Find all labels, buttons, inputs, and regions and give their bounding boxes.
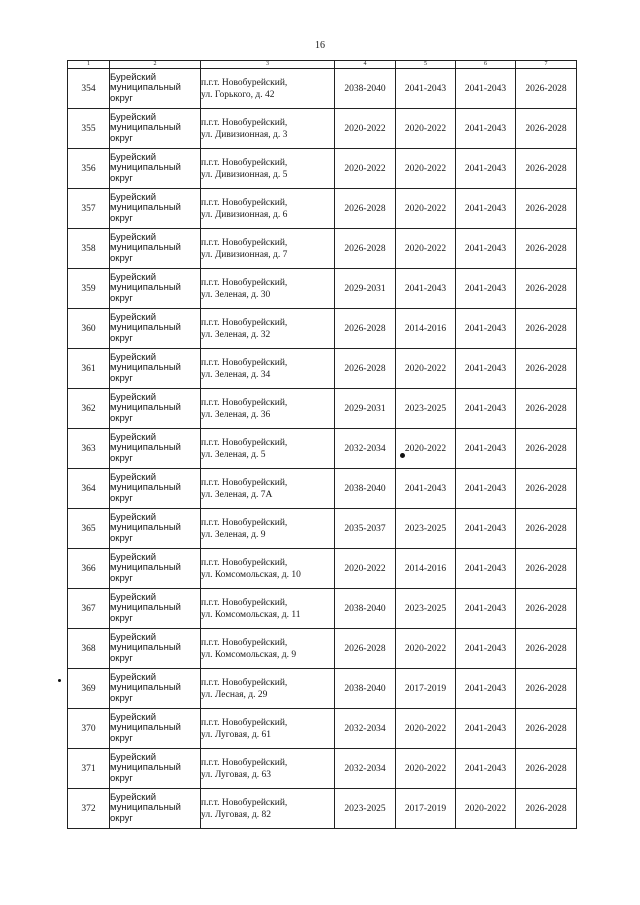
address-cell xyxy=(201,69,335,109)
address-line: п.г.т. Новобурейский, xyxy=(201,637,288,648)
district-cell xyxy=(110,669,201,709)
row-number: 371 xyxy=(68,749,110,789)
column-header: 1 xyxy=(68,61,110,69)
period-col-6: 2041-2043 xyxy=(456,389,516,429)
period-col-6: 2041-2043 xyxy=(456,749,516,789)
district-cell xyxy=(110,589,201,629)
address-line: п.г.т. Новобурейский, xyxy=(201,717,288,728)
district-line: муниципальный xyxy=(110,282,181,294)
district-cell xyxy=(110,789,201,829)
row-number: 355 xyxy=(68,109,110,149)
address-line: ул. Зеленая, д. 32 xyxy=(201,329,271,340)
period-col-7: 2026-2028 xyxy=(516,709,577,749)
district-line: Бурейский xyxy=(110,751,157,763)
period-col-6: 2041-2043 xyxy=(456,229,516,269)
period-col-4: 2032-2034 xyxy=(335,749,396,789)
district-line: Бурейский xyxy=(110,391,157,403)
address-line: ул. Луговая, д. 63 xyxy=(201,769,271,780)
period-col-5: 2014-2016 xyxy=(396,309,456,349)
period-col-5: 2041-2043 xyxy=(396,69,456,109)
address-cell xyxy=(201,469,335,509)
address-line: ул. Дивизионная, д. 7 xyxy=(201,249,288,260)
period-col-7: 2026-2028 xyxy=(516,69,577,109)
address-line: п.г.т. Новобурейский, xyxy=(201,797,288,808)
table-body xyxy=(68,69,577,829)
address-line: ул. Зеленая, д. 5 xyxy=(201,449,266,460)
district-line: муниципальный xyxy=(110,242,181,254)
period-col-7: 2026-2028 xyxy=(516,269,577,309)
address-cell xyxy=(201,229,335,269)
address-cell xyxy=(201,349,335,389)
period-col-6: 2041-2043 xyxy=(456,349,516,389)
district-line: Бурейский xyxy=(110,431,157,443)
period-col-4: 2026-2028 xyxy=(335,189,396,229)
district-line: муниципальный xyxy=(110,162,181,174)
period-col-4: 2029-2031 xyxy=(335,269,396,309)
period-col-7: 2026-2028 xyxy=(516,629,577,669)
period-col-6: 2041-2043 xyxy=(456,589,516,629)
address-line: ул. Зеленая, д. 9 xyxy=(201,529,266,540)
address-cell xyxy=(201,509,335,549)
period-col-5: 2041-2043 xyxy=(396,269,456,309)
district-line: округ xyxy=(110,652,133,664)
address-line: ул. Луговая, д. 61 xyxy=(201,729,271,740)
district-line: округ xyxy=(110,412,133,424)
column-header: 6 xyxy=(456,61,516,69)
row-number: 367 xyxy=(68,589,110,629)
period-col-4: 2032-2034 xyxy=(335,709,396,749)
table-row xyxy=(68,589,577,629)
district-line: муниципальный xyxy=(110,522,181,534)
district-cell xyxy=(110,349,201,389)
address-line: п.г.т. Новобурейский, xyxy=(201,397,288,408)
period-col-5: 2020-2022 xyxy=(396,109,456,149)
period-col-7: 2026-2028 xyxy=(516,429,577,469)
period-col-5: 2020-2022 xyxy=(396,709,456,749)
column-header: 4 xyxy=(335,61,396,69)
period-col-6: 2041-2043 xyxy=(456,109,516,149)
address-cell xyxy=(201,389,335,429)
period-col-5: 2020-2022 xyxy=(396,629,456,669)
district-line: муниципальный xyxy=(110,202,181,214)
ink-dot-mark xyxy=(400,453,405,458)
period-col-7: 2026-2028 xyxy=(516,109,577,149)
row-number: 369 xyxy=(68,669,110,709)
district-cell xyxy=(110,629,201,669)
table-row xyxy=(68,509,577,549)
table-row xyxy=(68,429,577,469)
table-row xyxy=(68,749,577,789)
period-col-5: 2041-2043 xyxy=(396,469,456,509)
address-line: п.г.т. Новобурейский, xyxy=(201,117,288,128)
address-cell xyxy=(201,549,335,589)
period-col-7: 2026-2028 xyxy=(516,789,577,829)
table-row xyxy=(68,549,577,589)
period-col-6: 2041-2043 xyxy=(456,269,516,309)
district-line: Бурейский xyxy=(110,351,157,363)
row-number: 372 xyxy=(68,789,110,829)
district-cell xyxy=(110,509,201,549)
period-col-7: 2026-2028 xyxy=(516,749,577,789)
column-header: 7 xyxy=(516,61,577,69)
address-cell xyxy=(201,309,335,349)
period-col-7: 2026-2028 xyxy=(516,309,577,349)
address-line: п.г.т. Новобурейский, xyxy=(201,677,288,688)
period-col-5: 2020-2022 xyxy=(396,189,456,229)
table-row xyxy=(68,349,577,389)
address-cell xyxy=(201,629,335,669)
address-line: п.г.т. Новобурейский, xyxy=(201,77,288,88)
district-line: округ xyxy=(110,532,133,544)
address-cell xyxy=(201,149,335,189)
district-line: муниципальный xyxy=(110,122,181,134)
period-col-6: 2041-2043 xyxy=(456,69,516,109)
address-line: ул. Дивизионная, д. 6 xyxy=(201,209,288,220)
district-line: Бурейский xyxy=(110,191,157,203)
district-line: округ xyxy=(110,732,133,744)
period-col-5: 2023-2025 xyxy=(396,589,456,629)
period-col-6: 2041-2043 xyxy=(456,149,516,189)
housing-table xyxy=(67,60,577,829)
period-col-5: 2020-2022 xyxy=(396,349,456,389)
row-number: 370 xyxy=(68,709,110,749)
period-col-4: 2026-2028 xyxy=(335,229,396,269)
period-col-7: 2026-2028 xyxy=(516,149,577,189)
address-line: п.г.т. Новобурейский, xyxy=(201,597,288,608)
district-cell xyxy=(110,149,201,189)
period-col-5: 2020-2022 xyxy=(396,749,456,789)
row-number: 362 xyxy=(68,389,110,429)
district-line: округ xyxy=(110,492,133,504)
district-cell xyxy=(110,749,201,789)
district-line: Бурейский xyxy=(110,551,157,563)
period-col-4: 2020-2022 xyxy=(335,149,396,189)
column-header: 3 xyxy=(201,61,335,69)
period-col-6: 2041-2043 xyxy=(456,629,516,669)
period-col-7: 2026-2028 xyxy=(516,589,577,629)
period-col-4: 2029-2031 xyxy=(335,389,396,429)
period-col-6: 2041-2043 xyxy=(456,549,516,589)
period-col-4: 2026-2028 xyxy=(335,349,396,389)
row-number: 364 xyxy=(68,469,110,509)
row-number: 358 xyxy=(68,229,110,269)
district-line: округ xyxy=(110,252,133,264)
period-col-6: 2041-2043 xyxy=(456,189,516,229)
period-col-7: 2026-2028 xyxy=(516,549,577,589)
period-col-5: 2023-2025 xyxy=(396,389,456,429)
period-col-6: 2041-2043 xyxy=(456,509,516,549)
address-line: ул. Комсомольская, д. 9 xyxy=(201,649,297,660)
period-col-6: 2020-2022 xyxy=(456,789,516,829)
district-cell xyxy=(110,709,201,749)
address-line: ул. Горького, д. 42 xyxy=(201,89,275,100)
district-line: муниципальный xyxy=(110,802,181,814)
district-line: округ xyxy=(110,572,133,584)
address-line: ул. Луговая, д. 82 xyxy=(201,809,271,820)
district-line: муниципальный xyxy=(110,722,181,734)
district-line: округ xyxy=(110,332,133,344)
period-col-4: 2023-2025 xyxy=(335,789,396,829)
period-col-6: 2041-2043 xyxy=(456,309,516,349)
district-line: Бурейский xyxy=(110,151,157,163)
district-line: округ xyxy=(110,132,133,144)
table-row xyxy=(68,189,577,229)
row-number: 363 xyxy=(68,429,110,469)
period-col-5: 2017-2019 xyxy=(396,669,456,709)
table-row xyxy=(68,269,577,309)
district-line: Бурейский xyxy=(110,471,157,483)
district-line: муниципальный xyxy=(110,602,181,614)
address-line: п.г.т. Новобурейский, xyxy=(201,197,288,208)
district-line: муниципальный xyxy=(110,82,181,94)
page-number: 16 xyxy=(315,40,325,51)
period-col-4: 2035-2037 xyxy=(335,509,396,549)
address-line: ул. Дивизионная, д. 5 xyxy=(201,169,288,180)
period-col-4: 2026-2028 xyxy=(335,629,396,669)
header-row xyxy=(68,61,577,69)
district-line: округ xyxy=(110,92,133,104)
column-header: 2 xyxy=(110,61,201,69)
address-cell xyxy=(201,709,335,749)
district-line: округ xyxy=(110,452,133,464)
row-number: 365 xyxy=(68,509,110,549)
district-line: Бурейский xyxy=(110,271,157,283)
table-row xyxy=(68,709,577,749)
period-col-7: 2026-2028 xyxy=(516,669,577,709)
period-col-6: 2041-2043 xyxy=(456,429,516,469)
district-line: округ xyxy=(110,172,133,184)
table-row xyxy=(68,149,577,189)
district-line: Бурейский xyxy=(110,791,157,803)
row-number: 360 xyxy=(68,309,110,349)
address-cell xyxy=(201,749,335,789)
column-header: 5 xyxy=(396,61,456,69)
district-line: Бурейский xyxy=(110,311,157,323)
district-line: муниципальный xyxy=(110,562,181,574)
district-cell xyxy=(110,189,201,229)
period-col-4: 2038-2040 xyxy=(335,669,396,709)
table-row xyxy=(68,789,577,829)
period-col-4: 2020-2022 xyxy=(335,549,396,589)
district-cell xyxy=(110,549,201,589)
address-line: п.г.т. Новобурейский, xyxy=(201,317,288,328)
address-cell xyxy=(201,189,335,229)
period-col-5: 2014-2016 xyxy=(396,549,456,589)
address-line: п.г.т. Новобурейский, xyxy=(201,157,288,168)
district-cell xyxy=(110,109,201,149)
period-col-7: 2026-2028 xyxy=(516,349,577,389)
address-cell xyxy=(201,669,335,709)
period-col-4: 2026-2028 xyxy=(335,309,396,349)
district-line: муниципальный xyxy=(110,682,181,694)
table-row xyxy=(68,469,577,509)
row-number: 361 xyxy=(68,349,110,389)
address-line: п.г.т. Новобурейский, xyxy=(201,477,288,488)
period-col-6: 2041-2043 xyxy=(456,469,516,509)
address-line: ул. Комсомольская, д. 11 xyxy=(201,609,301,620)
row-number: 354 xyxy=(68,69,110,109)
address-cell xyxy=(201,109,335,149)
address-cell xyxy=(201,589,335,629)
district-line: муниципальный xyxy=(110,762,181,774)
period-col-5: 2020-2022 xyxy=(396,429,456,469)
address-cell xyxy=(201,789,335,829)
district-line: Бурейский xyxy=(110,231,157,243)
district-line: Бурейский xyxy=(110,511,157,523)
district-line: Бурейский xyxy=(110,111,157,123)
district-line: муниципальный xyxy=(110,642,181,654)
district-cell xyxy=(110,309,201,349)
district-line: муниципальный xyxy=(110,362,181,374)
period-col-4: 2038-2040 xyxy=(335,69,396,109)
period-col-7: 2026-2028 xyxy=(516,469,577,509)
address-line: п.г.т. Новобурейский, xyxy=(201,517,288,528)
address-line: п.г.т. Новобурейский, xyxy=(201,557,288,568)
row-number: 356 xyxy=(68,149,110,189)
period-col-7: 2026-2028 xyxy=(516,389,577,429)
period-col-4: 2038-2040 xyxy=(335,469,396,509)
address-line: ул. Лесная, д. 29 xyxy=(201,689,268,700)
period-col-7: 2026-2028 xyxy=(516,509,577,549)
address-line: п.г.т. Новобурейский, xyxy=(201,757,288,768)
district-cell xyxy=(110,389,201,429)
row-number: 357 xyxy=(68,189,110,229)
row-number: 359 xyxy=(68,269,110,309)
district-line: округ xyxy=(110,772,133,784)
district-line: муниципальный xyxy=(110,482,181,494)
table-row xyxy=(68,309,577,349)
address-line: п.г.т. Новобурейский, xyxy=(201,437,288,448)
district-cell xyxy=(110,269,201,309)
address-line: ул. Зеленая, д. 30 xyxy=(201,289,271,300)
row-number: 368 xyxy=(68,629,110,669)
district-cell xyxy=(110,229,201,269)
address-line: ул. Дивизионная, д. 3 xyxy=(201,129,288,140)
district-line: муниципальный xyxy=(110,442,181,454)
address-cell xyxy=(201,429,335,469)
period-col-7: 2026-2028 xyxy=(516,189,577,229)
district-cell xyxy=(110,469,201,509)
address-cell xyxy=(201,269,335,309)
period-col-5: 2017-2019 xyxy=(396,789,456,829)
period-col-6: 2041-2043 xyxy=(456,669,516,709)
district-line: Бурейский xyxy=(110,591,157,603)
district-cell xyxy=(110,69,201,109)
district-line: Бурейский xyxy=(110,711,157,723)
district-line: округ xyxy=(110,612,133,624)
table-row xyxy=(68,389,577,429)
address-line: ул. Зеленая, д. 7А xyxy=(201,489,273,500)
address-line: п.г.т. Новобурейский, xyxy=(201,277,288,288)
address-line: ул. Комсомольская, д. 10 xyxy=(201,569,301,580)
row-number: 366 xyxy=(68,549,110,589)
period-col-5: 2020-2022 xyxy=(396,229,456,269)
district-line: округ xyxy=(110,372,133,384)
table-row xyxy=(68,69,577,109)
district-cell xyxy=(110,429,201,469)
address-line: п.г.т. Новобурейский, xyxy=(201,237,288,248)
table-row xyxy=(68,109,577,149)
district-line: Бурейский xyxy=(110,631,157,643)
period-col-4: 2032-2034 xyxy=(335,429,396,469)
table-row xyxy=(68,669,577,709)
district-line: округ xyxy=(110,812,133,824)
address-line: ул. Зеленая, д. 34 xyxy=(201,369,271,380)
period-col-7: 2026-2028 xyxy=(516,229,577,269)
district-line: муниципальный xyxy=(110,322,181,334)
address-line: п.г.т. Новобурейский, xyxy=(201,357,288,368)
district-line: округ xyxy=(110,212,133,224)
ink-dot-mark xyxy=(58,679,61,682)
period-col-4: 2020-2022 xyxy=(335,109,396,149)
district-line: муниципальный xyxy=(110,402,181,414)
period-col-5: 2023-2025 xyxy=(396,509,456,549)
district-line: округ xyxy=(110,692,133,704)
table-row xyxy=(68,629,577,669)
period-col-6: 2041-2043 xyxy=(456,709,516,749)
district-line: округ xyxy=(110,292,133,304)
district-line: Бурейский xyxy=(110,671,157,683)
period-col-4: 2038-2040 xyxy=(335,589,396,629)
district-line: Бурейский xyxy=(110,71,157,83)
table-row xyxy=(68,229,577,269)
address-line: ул. Зеленая, д. 36 xyxy=(201,409,271,420)
period-col-5: 2020-2022 xyxy=(396,149,456,189)
